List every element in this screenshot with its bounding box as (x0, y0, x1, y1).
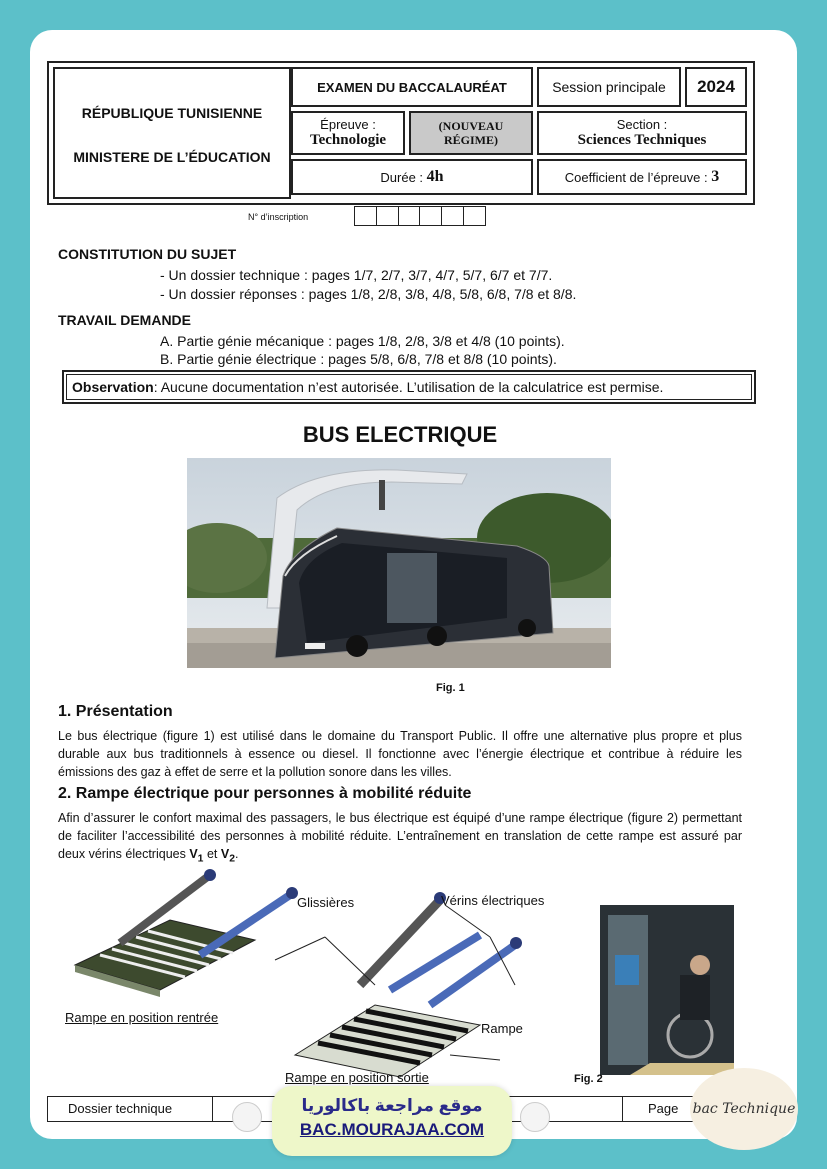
fig2-caption: Fig. 2 (574, 1073, 603, 1085)
site-logo-icon (232, 1102, 262, 1132)
section2-title: 2. Rampe électrique pour personnes à mobilité réduite (58, 785, 472, 802)
constitution-item-1: - Un dossier technique : pages 1/7, 2/7, 3/7, 4/7, 5/7, 6/7 et 7/7. (160, 267, 553, 283)
observation-box (62, 370, 756, 404)
section-cell (537, 111, 747, 155)
v1-label: V (189, 847, 198, 861)
epreuve-label: Épreuve : (320, 117, 376, 132)
travail-title: TRAVAIL DEMANDE (58, 312, 191, 328)
bac-technique-badge: bac Technique (690, 1068, 798, 1150)
site-logo-icon-right (520, 1102, 550, 1132)
inscription-label: N° d’inscription (248, 212, 309, 222)
section2-text (58, 809, 742, 869)
v2-sub: 2 (229, 853, 235, 865)
watermark-site[interactable]: BAC.MOURAJAA.COM (299, 1120, 485, 1139)
header-table (47, 61, 755, 205)
v1-sub: 1 (197, 853, 204, 865)
exam-title-cell: EXAMEN DU BACCALAURÉAT (291, 67, 533, 107)
ministry-label: MINISTERE DE L’ÉDUCATION (73, 149, 271, 165)
duree-label: Durée : (380, 169, 424, 185)
watermark-banner[interactable] (272, 1086, 512, 1156)
fig1-caption: Fig. 1 (436, 682, 465, 694)
session-cell: Session principale (537, 67, 681, 107)
travail-item-a: A. Partie génie mécanique : pages 1/8, 2/8, 3/8 et 4/8 (10 points). (160, 333, 565, 349)
end-text: . (234, 847, 239, 861)
republic-label: RÉPUBLIQUE TUNISIENNE (81, 105, 263, 121)
duree-cell (291, 159, 533, 195)
rampe-label: Rampe (481, 1021, 523, 1036)
observation-text: : Aucune documentation n’est autorisée. L’utilisation de la calculatrice est permise. (153, 379, 664, 395)
rampe-sortie-label: Rampe en position sortie (285, 1070, 429, 1085)
exam-page (30, 30, 797, 1139)
observation-label: Observation (72, 379, 154, 395)
main-title: BUS ELECTRIQUE (302, 422, 498, 447)
footer-left-text: Dossier technique (68, 1101, 173, 1116)
bus-photo (187, 458, 611, 668)
section2-text-body: Afin d’assurer le confort maximal des passagers, le bus électrique est équipé d’une rampe électrique (figure 2) permettant de faciliter l’accessibilité des personnes à mobilité réduite. L’entraînement en translation de cette rampe est assuré par deux vérins électriques (58, 811, 742, 861)
footer-page-text: Page (648, 1101, 679, 1116)
inscription-boxes[interactable] (354, 206, 486, 226)
verins-label: Vérins électriques (441, 893, 545, 908)
ramp-figure (60, 865, 780, 1085)
constitution-item-2: - Un dossier réponses : pages 1/8, 2/8, 3/8, 4/8, 5/8, 6/8, 7/8 et 8/8. (160, 286, 577, 302)
year-cell: 2024 (685, 67, 747, 107)
ramp-extended-drawing (295, 892, 522, 1077)
section-label: Section : (616, 117, 668, 132)
epreuve-value: Technologie (309, 132, 387, 148)
header-left-cell (53, 67, 291, 199)
and-text: et (203, 847, 221, 861)
glissieres-label: Glissières (297, 895, 355, 910)
section1-text: Le bus électrique (figure 1) est utilisé dans le domaine du Transport Public. Il offre une alternative plus propre et plus durable aux bus traditionnels à essence ou diesel. Il fonctionne avec l’énergie électrique et contribue à réduire les émissions des gaz à effet de serre et la pollution sonore dans les villes. (58, 729, 742, 779)
ramp-retracted-drawing (75, 869, 298, 997)
rampe-rentree-label: Rampe en position rentrée (65, 1010, 219, 1025)
coef-label: Coefficient de l’épreuve : (564, 169, 708, 185)
coefficient-cell (537, 159, 747, 195)
watermark-arabic: موقع مراجعة باكالوريا (301, 1096, 483, 1115)
travail-item-b: B. Partie génie électrique : pages 5/8, 6/8, 7/8 et 8/8 (10 points). (160, 351, 557, 367)
constitution-title: CONSTITUTION DU SUJET (58, 246, 237, 262)
duree-value: 4h (426, 168, 444, 185)
section-value: Sciences Techniques (577, 132, 707, 148)
v2-label: V (220, 847, 230, 861)
wheelchair-photo (600, 905, 734, 1075)
section1-title: 1. Présentation (58, 703, 173, 720)
coef-value: 3 (711, 168, 720, 185)
epreuve-cell (291, 111, 405, 155)
regime-cell: (NOUVEAU RÉGIME) (409, 111, 533, 155)
